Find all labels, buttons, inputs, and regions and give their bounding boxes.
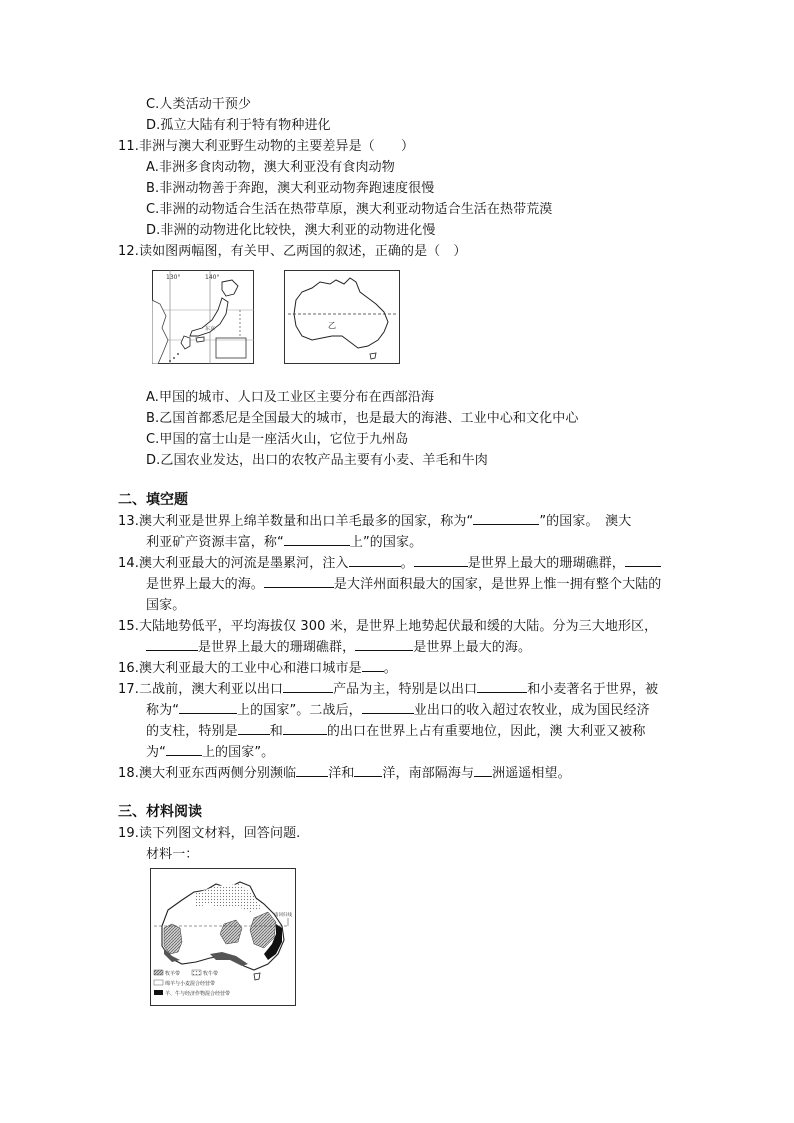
q17-blank-7[interactable]	[166, 743, 202, 756]
longitude-label: 140°	[205, 274, 220, 281]
q15-line2: 是世界上最大的珊瑚礁群， 是世界上最大的海。	[146, 638, 531, 658]
svg-text:东京: 东京	[205, 326, 216, 332]
shikoku-island	[196, 337, 204, 342]
q12-stem: 12.读如图两幅图，有关甲、乙两国的叙述，正确的是（ ）	[118, 244, 467, 259]
legend-swatch-mixed	[154, 990, 163, 995]
q14-line1: 14.澳大利亚最大的河流是墨累河，注入 。 是世界上最大的珊瑚礁群，	[118, 554, 661, 574]
q13-line2: 利亚矿产资源丰富，称“ 上”的国家。	[146, 535, 423, 550]
q19-material-label: 材料一：	[146, 847, 199, 862]
japan-map-figure	[152, 270, 254, 364]
legend-swatch-sheep	[154, 970, 163, 975]
q17-line2: 称为“ 上的国家”。二战后， 业出口的收入超过农牧业，成为国民经济	[146, 703, 650, 718]
q13-line1: 13.澳大利亚是世界上绵羊数量和出口羊毛最多的国家，称为“ ”的国家。 澳大	[118, 514, 632, 529]
country-label-yi: 乙	[328, 321, 336, 330]
q14-blank-3[interactable]	[625, 554, 661, 567]
q14-blank-1[interactable]	[349, 554, 401, 567]
q11-stem: 11.非洲与澳大利亚野生动物的主要差异是（ ）	[118, 139, 415, 154]
tasmania-island	[254, 973, 260, 980]
q10-option-c: C.人类活动干预少	[146, 97, 252, 112]
q14-blank-2[interactable]	[414, 554, 468, 567]
q15-blank-2[interactable]	[355, 638, 413, 651]
legend-swatch-sheep-wheat	[154, 980, 163, 985]
q17-line1: 17.二战前，澳大利亚以出口 产品为主，特别是以出口 和小麦著名于世界，被	[118, 682, 659, 697]
legend-swatch-cattle	[192, 970, 201, 975]
q14-line3: 国家。	[146, 598, 186, 613]
q18-line: 18.澳大利亚东西两侧分别濒临 洋和 洋，南部隔海与 洲遥遥相望。	[118, 766, 571, 781]
q12-option-a: A.甲国的城市、人口及工业区主要分布在西部沿海	[146, 390, 435, 405]
longitude-label: 130°	[166, 274, 181, 281]
q17-blank-4[interactable]	[362, 701, 414, 714]
tasmania-island	[370, 353, 376, 359]
legend-label-sheep: 牧羊带	[165, 971, 181, 977]
q17-blank-1[interactable]	[283, 680, 333, 693]
q17-line3: 的支柱，特别是 和 的出口在世界上占有重要地位，因此，澳 大利亚又被称	[146, 724, 646, 739]
australia-agriculture-map	[150, 868, 296, 1006]
q13-blank-1[interactable]	[473, 512, 539, 525]
q11-option-c: C.非洲的动物适合生活在热带草原，澳大利亚动物适合生活在热带荒漠	[146, 202, 553, 217]
q15-line1: 15.大陆地势低平，平均海拔仅 300 米，是世界上地势起伏最和缓的大陆。分为三大地形区，	[118, 619, 658, 634]
legend-label-cattle: 牧牛带	[203, 971, 219, 977]
q18-blank-2[interactable]	[354, 764, 382, 777]
q17-line4: 为“ 上的国家”。	[146, 745, 275, 760]
q11-option-b: B.非洲动物善于奔跑，澳大利亚动物奔跑速度很慢	[146, 181, 435, 196]
q12-option-b: B.乙国首都悉尼是全国最大的城市，也是最大的海港、工业中心和文化中心	[146, 411, 579, 426]
q12-option-d: D.乙国农业发达，出口的农牧产品主要有小麦、羊毛和牛肉	[146, 453, 488, 468]
q17-blank-2[interactable]	[477, 680, 527, 693]
australia-map-figure	[284, 270, 400, 364]
q14-line2: 是世界上最大的海。 是大洋州面积最大的国家，是世界上惟一拥有整个大陆的	[146, 577, 662, 592]
q11-option-a: A.非洲多食肉动物，澳大利亚没有食肉动物	[146, 160, 395, 175]
section-heading-fill-in: 二、填空题	[118, 492, 188, 508]
q16-blank[interactable]	[362, 659, 384, 672]
q17-blank-3[interactable]	[179, 701, 237, 714]
q17-blank-6[interactable]	[283, 722, 327, 735]
q12-option-c: C.甲国的富士山是一座活火山，它位于九州岛	[146, 432, 409, 447]
legend-label-sheep-wheat: 绵羊与小麦混合经营带	[165, 981, 216, 987]
q13-blank-2[interactable]	[284, 533, 350, 546]
q14-blank-4[interactable]	[264, 575, 334, 588]
q17-blank-5[interactable]	[238, 722, 270, 735]
legend-label-mixed: 羊、牛与经济作物混合经营带	[165, 991, 231, 997]
q18-blank-3[interactable]	[474, 764, 492, 777]
q10-option-d: D.孤立大陆有利于特有物种进化	[146, 118, 331, 133]
tropic-label: 南回归线	[274, 913, 292, 918]
q11-option-d: D.非洲的动物进化比较快，澳大利亚的动物进化慢	[146, 223, 436, 238]
section-heading-material-reading: 三、材料阅读	[118, 804, 202, 820]
q19-stem: 19.读下列图文材料，回答问题.	[118, 826, 301, 841]
q18-blank-1[interactable]	[296, 764, 328, 777]
q16-line: 16.澳大利亚最大的工业中心和港口城市是 。	[118, 661, 397, 676]
q15-blank-1[interactable]	[146, 638, 198, 651]
